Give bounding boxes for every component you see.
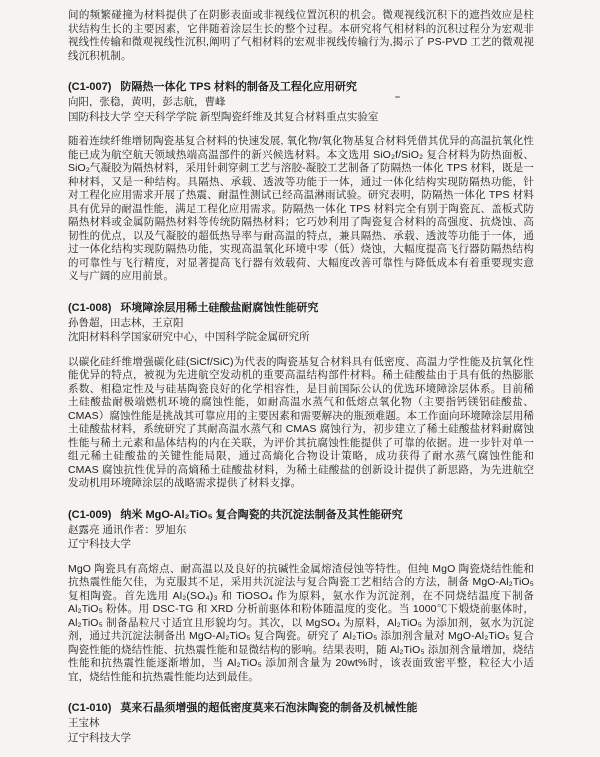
paper-authors: 赵露亮 通讯作者：罗旭东 xyxy=(68,523,187,536)
paper-heading xyxy=(68,701,534,716)
paper-id: (C1-008) xyxy=(68,301,112,314)
paper-abstract: MgO 陶瓷具有高熔点、耐高温以及良好的抗碱性金属熔渣侵蚀等特性。但纯 MgO 陶瓷烧结性能和抗热震性能欠佳，为克服其不足，采用共沉淀法与复合陶瓷工艺相结合的方法，制备 MgO-Al₂TiO₅ 复相陶瓷。首先选用 Al₂(SO₄)₃ 和 TiOSO₄ 作为原料，氨水作为沉淀剂，在不同烧结温度下制备 Al₂TiO₅ 粉体。用 DSC-TG 和 XRD 分析前驱体和粉体随温度的变化。当 1000℃下煅烧前驱体时，Al₂TiO₅ 制备晶粒尺寸适宜且形貌均匀。其次，以 MgSO₄ 为原料，Al₂TiO₅ 为添加剂，氨水为沉淀剂，通过共沉淀法制备出 MgO-Al₂TiO₅ 复合陶瓷。研究了 Al₂TiO₅ 添加剂含量对 MgO-Al₂TiO₅ 复合陶瓷性能的烧结性能、抗热震性能和显微结构的影响。结果表明，随 Al₂TiO₅ 添加剂含量增加，烧结性能和抗热震性能逐渐增加，当 Al₂TiO₅ 添加剂含量为 20wt%时，该表面致密平整，粒径大小适宜，烧结性能和抗热震性能均达到最佳。 xyxy=(68,562,534,683)
paper-affiliation: 沈阳材料科学国家研究中心，中国科学院金属研究所 xyxy=(68,331,310,343)
paper-section-c1-010 xyxy=(68,701,534,745)
paper-id: (C1-009) xyxy=(68,508,112,521)
paper-affiliation: 国防科技大学 空天科学学院 新型陶瓷纤维及其复合材料重点实验室 xyxy=(68,110,379,123)
paper-affiliation: 辽宁科技大学 xyxy=(68,731,131,744)
paper-section-c1-009 xyxy=(68,508,534,685)
paper-heading xyxy=(68,508,534,523)
paper-section-c1-008 xyxy=(68,301,534,491)
paper-abstract: 随着连续纤维增韧陶瓷基复合材料的快速发展, 氧化物/氧化物基复合材料凭借其优异的高温抗氧化性能已成为航空航天领域热端高温部件的新兴候选材料。本文选用 SiO₂f/SiO₂ 复合材料为防热面板、SiO₂气凝胶为隔热材料，采用针刺穿刺工艺与溶胶-凝胶工艺制备了防隔热一体化 TPS 材料，既是一种材料，又是一种结构。具隔热、承载、透波等功能于一体，通过一体化结构实现防隔热功能，针对工程化应用需求开展了热震、耐温性测试已经高温淋雨试验。研究表明，防隔热一体化 TPS 材料具有优异的耐温性能，满足工程化应用需求。防隔热一体化 TPS 材料完全有别于陶瓷瓦、盖板式防隔热材料或金属防隔热材料等传统防隔热材料；它巧妙利用了陶瓷复合材料的高强度、抗烧蚀、高韧性的优点，以及气凝胶的超低热导率与耐高温的特点，兼具隔热、承载、透波等功能于一体，通过一体化结构实现防隔热功能，实现高温氧化环境中零（低）烧蚀，大幅度提高飞行器防隔热结构的可靠性与飞行精度，对显著提高飞行器有效载荷、大幅度改善可靠性与降低成本有着重要现实意义与广阔的应用前景。 xyxy=(68,135,534,282)
paper-affiliation: 辽宁科技大学 xyxy=(68,538,131,550)
paper-title: 防隔热一体化 TPS 材料的制备及工程化应用研究 xyxy=(120,81,357,93)
scan-artifact-mark xyxy=(395,96,400,98)
intro-continuation-paragraph: 间的频繁碰撞为材料提供了在阴影表面或非视线位置沉积的机会。微观视线沉积下的遮挡效应是柱状结构生长的主要因素，它伴随着涂层生长的整个过程。本研究将气相材料的沉积过程分为宏观非视线性传输和微观视线性沉积,阐明了气相材料的宏观非视线传输行为,揭示了 PS-PVD 工艺的微观视线沉积机制。 xyxy=(68,9,534,62)
paper-heading xyxy=(68,80,534,95)
paper-title: 莫来石晶须增强的超低密度莫来石泡沫陶瓷的制备及机械性能 xyxy=(120,702,418,714)
paper-title: 纳米 MgO-Al₂TiO₅ 复合陶瓷的共沉淀法制备及其性能研究 xyxy=(120,508,403,521)
paper-heading xyxy=(68,301,534,316)
paper-authors: 孙鲁超，田志林，王京阳 xyxy=(68,316,184,329)
paper-authors: 王宝林 xyxy=(68,717,100,729)
paper-section-c1-007 xyxy=(68,80,534,284)
paper-id: (C1-007) xyxy=(68,81,112,93)
paper-id: (C1-010) xyxy=(68,702,112,714)
paper-title: 环境障涂层用稀土硅酸盐耐腐蚀性能研究 xyxy=(120,301,319,314)
paper-authors: 向阳，张稳，黄明，彭志航，曹峰 xyxy=(68,96,226,108)
paper-abstract: 以碳化硅纤维增强碳化硅(SiCf/SiC)为代表的陶瓷基复合材料具有低密度、高温力学性能及抗氧化性能优异的特点，被视为先进航空发动机的重要高温结构部件材料。稀土硅酸盐由于具有低的热膨胀系数、相稳定性及与硅基陶瓷良好的化学相容性，是目前国际公认的优选环境障涂层体系。目前稀土硅酸盐耐极端燃机环境的腐蚀性能，如耐高温水蒸气和低熔点氧化物（主要指钙镁铝硅酸盐、CMAS）腐蚀性能是挑战其可靠应用的主要因素和需要解决的瓶颈难题。本工作面向环境障涂层用稀土硅酸盐材料，系统研究了其耐高温水蒸气和 CMAS 腐蚀行为，初步建立了稀土硅酸盐材料耐腐蚀性能与稀土元素和晶体结构的内在关联，为评价其抗腐蚀性能提供了可靠的依据。进一步针对单一组元稀土硅酸盐的关键性能局限，通过高熵化合物设计策略，成功获得了耐水蒸气腐蚀性能和 CMAS 腐蚀抗性优异的高熵稀土硅酸盐材料，为稀土硅酸盐的创新设计提供了新思路，为先进航空发动机用环境障涂层的战略需求提供了材料支撑。 xyxy=(68,355,534,489)
